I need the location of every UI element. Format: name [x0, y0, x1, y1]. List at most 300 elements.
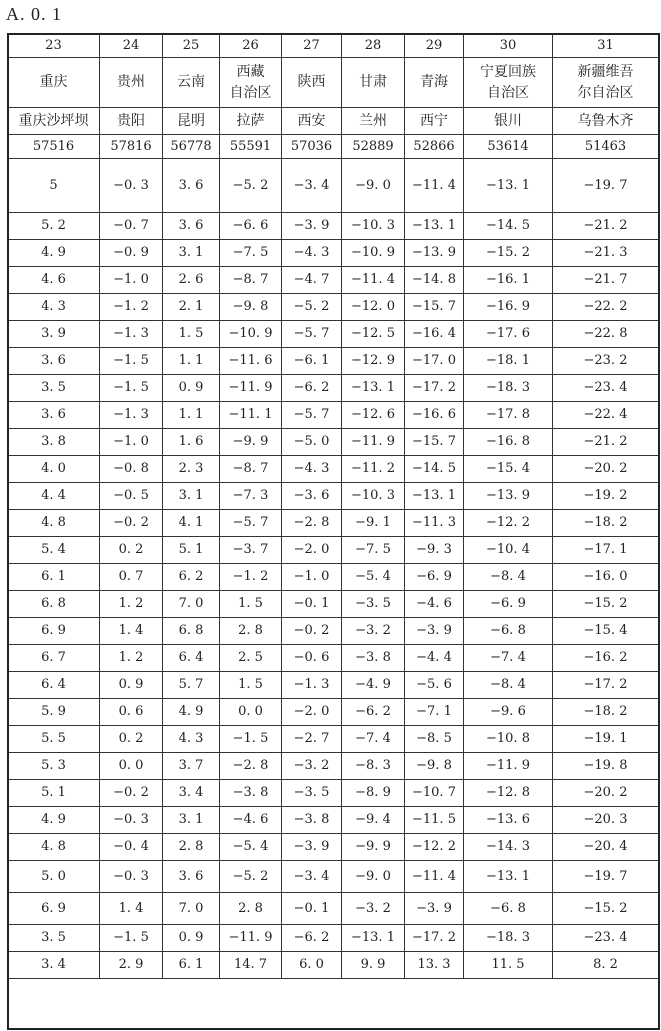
city-row: [8, 108, 659, 135]
value-cell: 4. 1: [163, 510, 220, 537]
value-cell: −23. 4: [553, 375, 659, 402]
value-cell: −13. 1: [405, 213, 464, 240]
value-cell: 1. 5: [163, 321, 220, 348]
value-cell: 5: [8, 159, 100, 213]
table-row: [8, 267, 659, 294]
value-cell: −9. 9: [220, 429, 282, 456]
value-cell: 6. 4: [8, 672, 100, 699]
value-cell: 6. 2: [163, 564, 220, 591]
value-cell: 4. 9: [163, 699, 220, 726]
value-cell: −11. 4: [405, 159, 464, 213]
value-cell: −16. 0: [553, 564, 659, 591]
value-cell: −5. 4: [342, 564, 405, 591]
value-cell: 4. 9: [8, 240, 100, 267]
value-cell: 0. 9: [163, 375, 220, 402]
province-cell: 青海: [405, 58, 464, 108]
value-cell: −8. 4: [464, 672, 553, 699]
value-cell: −1. 0: [100, 429, 163, 456]
value-cell: −10. 7: [405, 780, 464, 807]
value-cell: 13. 3: [405, 952, 464, 979]
value-cell: 7. 0: [163, 591, 220, 618]
table-row: [8, 537, 659, 564]
value-cell: −11. 4: [342, 267, 405, 294]
value-cell: −11. 3: [405, 510, 464, 537]
value-cell: −5. 2: [282, 294, 342, 321]
value-cell: −18. 2: [553, 699, 659, 726]
value-cell: −11. 1: [220, 402, 282, 429]
value-cell: 5. 3: [8, 753, 100, 780]
value-cell: 8. 2: [553, 952, 659, 979]
value-cell: −4. 6: [405, 591, 464, 618]
value-cell: −2. 0: [282, 699, 342, 726]
value-cell: −13. 9: [464, 483, 553, 510]
value-cell: −4. 4: [405, 645, 464, 672]
value-cell: −12. 5: [342, 321, 405, 348]
value-cell: −10. 9: [342, 240, 405, 267]
value-cell: −3. 9: [282, 213, 342, 240]
value-cell: −4. 3: [282, 240, 342, 267]
value-cell: −1. 0: [282, 564, 342, 591]
table-row: [8, 240, 659, 267]
value-cell: −19. 7: [553, 159, 659, 213]
value-cell: −3. 5: [282, 780, 342, 807]
value-cell: −17. 1: [553, 537, 659, 564]
value-cell: 3. 5: [8, 925, 100, 952]
value-cell: 3. 6: [163, 861, 220, 893]
value-cell: −21. 7: [553, 267, 659, 294]
value-cell: −11. 9: [220, 925, 282, 952]
value-cell: −21. 3: [553, 240, 659, 267]
province-cell: 新疆维吾 尔自治区: [553, 58, 659, 108]
value-cell: 3. 6: [8, 348, 100, 375]
value-cell: −10. 4: [464, 537, 553, 564]
value-cell: 6. 1: [163, 952, 220, 979]
value-cell: 0. 9: [163, 925, 220, 952]
table-row: [8, 699, 659, 726]
value-cell: −8. 9: [342, 780, 405, 807]
value-cell: 5. 9: [8, 699, 100, 726]
value-cell: −6. 9: [405, 564, 464, 591]
value-cell: −3. 8: [220, 780, 282, 807]
value-cell: −23. 4: [553, 925, 659, 952]
value-cell: −3. 9: [405, 618, 464, 645]
table-row: [8, 591, 659, 618]
city-cell: 重庆沙坪坝: [8, 108, 100, 135]
value-cell: −6. 1: [282, 348, 342, 375]
station-number-cell: 28: [342, 34, 405, 58]
value-cell: −13. 9: [405, 240, 464, 267]
station-id-cell: 56778: [163, 135, 220, 159]
value-cell: −3. 7: [220, 537, 282, 564]
city-cell: 拉萨: [220, 108, 282, 135]
value-cell: 1. 2: [100, 591, 163, 618]
value-cell: 6. 8: [163, 618, 220, 645]
value-cell: 4. 3: [163, 726, 220, 753]
value-cell: −14. 5: [405, 456, 464, 483]
value-cell: −6. 2: [282, 925, 342, 952]
value-cell: −21. 2: [553, 429, 659, 456]
value-cell: −9. 3: [405, 537, 464, 564]
value-cell: −0. 2: [100, 510, 163, 537]
province-row: [8, 58, 659, 108]
value-cell: −5. 6: [405, 672, 464, 699]
value-cell: 3. 4: [163, 780, 220, 807]
value-cell: −5. 4: [220, 834, 282, 861]
value-cell: −6. 8: [464, 618, 553, 645]
value-cell: −0. 4: [100, 834, 163, 861]
station-id-cell: 57516: [8, 135, 100, 159]
station-number-cell: 24: [100, 34, 163, 58]
value-cell: 0. 0: [220, 699, 282, 726]
value-cell: −12. 9: [342, 348, 405, 375]
station-number-cell: 23: [8, 34, 100, 58]
value-cell: −4. 6: [220, 807, 282, 834]
value-cell: 3. 1: [163, 483, 220, 510]
table-row: [8, 456, 659, 483]
value-cell: −7. 5: [342, 537, 405, 564]
province-cell: 甘肃: [342, 58, 405, 108]
table-row: [8, 834, 659, 861]
province-cell: 宁夏回族 自治区: [464, 58, 553, 108]
value-cell: −1. 0: [100, 267, 163, 294]
value-cell: −18. 3: [464, 375, 553, 402]
value-cell: −2. 0: [282, 537, 342, 564]
value-cell: 6. 4: [163, 645, 220, 672]
value-cell: −5. 0: [282, 429, 342, 456]
value-cell: −3. 8: [282, 807, 342, 834]
value-cell: −20. 3: [553, 807, 659, 834]
value-cell: −17. 0: [405, 348, 464, 375]
value-cell: −11. 9: [342, 429, 405, 456]
station-number-row: [8, 34, 659, 58]
value-cell: −12. 8: [464, 780, 553, 807]
value-cell: 4. 6: [8, 267, 100, 294]
table-row: [8, 753, 659, 780]
value-cell: −0. 8: [100, 456, 163, 483]
value-cell: −3. 2: [282, 753, 342, 780]
value-cell: 4. 8: [8, 510, 100, 537]
value-cell: −19. 2: [553, 483, 659, 510]
value-cell: 1. 5: [220, 591, 282, 618]
value-cell: −5. 7: [282, 321, 342, 348]
table-row: [8, 645, 659, 672]
province-cell: 云南: [163, 58, 220, 108]
station-id-cell: 51463: [553, 135, 659, 159]
value-cell: −9. 6: [464, 699, 553, 726]
value-cell: 5. 5: [8, 726, 100, 753]
station-id-cell: 53614: [464, 135, 553, 159]
value-cell: 3. 9: [8, 321, 100, 348]
value-cell: −10. 3: [342, 213, 405, 240]
value-cell: 4. 8: [8, 834, 100, 861]
value-cell: 5. 4: [8, 537, 100, 564]
value-cell: −0. 9: [100, 240, 163, 267]
station-id-row: [8, 135, 659, 159]
value-cell: −1. 5: [100, 375, 163, 402]
value-cell: −15. 7: [405, 294, 464, 321]
value-cell: −9. 4: [342, 807, 405, 834]
value-cell: −0. 7: [100, 213, 163, 240]
value-cell: 6. 1: [8, 564, 100, 591]
value-cell: 2. 1: [163, 294, 220, 321]
value-cell: 6. 9: [8, 893, 100, 925]
value-cell: −8. 7: [220, 267, 282, 294]
value-cell: −11. 2: [342, 456, 405, 483]
city-cell: 西宁: [405, 108, 464, 135]
value-cell: 9. 9: [342, 952, 405, 979]
value-cell: 3. 7: [163, 753, 220, 780]
value-cell: −16. 6: [405, 402, 464, 429]
value-cell: −13. 1: [464, 861, 553, 893]
value-cell: 5. 0: [8, 861, 100, 893]
value-cell: −9. 0: [342, 159, 405, 213]
value-cell: −13. 1: [464, 159, 553, 213]
value-cell: −6. 8: [464, 893, 553, 925]
value-cell: −8. 5: [405, 726, 464, 753]
station-number-cell: 29: [405, 34, 464, 58]
value-cell: −20. 2: [553, 780, 659, 807]
value-cell: 6. 8: [8, 591, 100, 618]
value-cell: −13. 6: [464, 807, 553, 834]
province-cell: 重庆: [8, 58, 100, 108]
value-cell: 3. 6: [163, 213, 220, 240]
table-row: [8, 726, 659, 753]
value-cell: 1. 2: [100, 645, 163, 672]
value-cell: 2. 6: [163, 267, 220, 294]
station-id-cell: 57816: [100, 135, 163, 159]
value-cell: 4. 0: [8, 456, 100, 483]
table-row: [8, 861, 659, 893]
value-cell: −16. 2: [553, 645, 659, 672]
value-cell: 3. 1: [163, 240, 220, 267]
city-cell: 兰州: [342, 108, 405, 135]
value-cell: −3. 9: [405, 893, 464, 925]
value-cell: −6. 6: [220, 213, 282, 240]
value-cell: −7. 1: [405, 699, 464, 726]
value-cell: 1. 1: [163, 402, 220, 429]
value-cell: −12. 6: [342, 402, 405, 429]
value-cell: −1. 3: [100, 321, 163, 348]
value-cell: −12. 0: [342, 294, 405, 321]
value-cell: 1. 1: [163, 348, 220, 375]
value-cell: 5. 1: [8, 780, 100, 807]
value-cell: −20. 2: [553, 456, 659, 483]
value-cell: −22. 8: [553, 321, 659, 348]
value-cell: −9. 8: [220, 294, 282, 321]
value-cell: −14. 8: [405, 267, 464, 294]
value-cell: 3. 8: [8, 429, 100, 456]
table-row: [8, 348, 659, 375]
value-cell: 0. 0: [100, 753, 163, 780]
table-row: [8, 807, 659, 834]
table-row: [8, 375, 659, 402]
value-cell: −1. 2: [220, 564, 282, 591]
station-id-cell: 55591: [220, 135, 282, 159]
value-cell: 1. 6: [163, 429, 220, 456]
value-cell: 1. 5: [220, 672, 282, 699]
province-cell: 陕西: [282, 58, 342, 108]
value-cell: −0. 2: [282, 618, 342, 645]
value-cell: 4. 9: [8, 807, 100, 834]
value-cell: −1. 5: [100, 925, 163, 952]
value-cell: −14. 3: [464, 834, 553, 861]
value-cell: −0. 3: [100, 807, 163, 834]
value-cell: −15. 4: [464, 456, 553, 483]
value-cell: −3. 2: [342, 618, 405, 645]
value-cell: −10. 9: [220, 321, 282, 348]
value-cell: −4. 7: [282, 267, 342, 294]
value-cell: −1. 2: [100, 294, 163, 321]
value-cell: −7. 3: [220, 483, 282, 510]
value-cell: 0. 2: [100, 537, 163, 564]
table-row: [8, 893, 659, 925]
value-cell: 5. 7: [163, 672, 220, 699]
value-cell: −15. 2: [464, 240, 553, 267]
table-row: [8, 925, 659, 952]
station-id-cell: 57036: [282, 135, 342, 159]
value-cell: −3. 2: [342, 893, 405, 925]
value-cell: −3. 6: [282, 483, 342, 510]
value-cell: −8. 4: [464, 564, 553, 591]
value-cell: −13. 1: [405, 483, 464, 510]
value-cell: −6. 2: [282, 375, 342, 402]
value-cell: 2. 5: [220, 645, 282, 672]
value-cell: 6. 9: [8, 618, 100, 645]
value-cell: −5. 7: [220, 510, 282, 537]
value-cell: −7. 4: [464, 645, 553, 672]
value-cell: 2. 3: [163, 456, 220, 483]
value-cell: −10. 8: [464, 726, 553, 753]
value-cell: −8. 7: [220, 456, 282, 483]
value-cell: −7. 4: [342, 726, 405, 753]
value-cell: 0. 2: [100, 726, 163, 753]
city-cell: 昆明: [163, 108, 220, 135]
table-row: [8, 483, 659, 510]
value-cell: −8. 3: [342, 753, 405, 780]
value-cell: −11. 9: [464, 753, 553, 780]
value-cell: 2. 8: [220, 893, 282, 925]
value-cell: −10. 3: [342, 483, 405, 510]
value-cell: −9. 0: [342, 861, 405, 893]
value-cell: 7. 0: [163, 893, 220, 925]
value-cell: −19. 1: [553, 726, 659, 753]
value-cell: 3. 5: [8, 375, 100, 402]
value-cell: −6. 9: [464, 591, 553, 618]
value-cell: −9. 8: [405, 753, 464, 780]
city-cell: 乌鲁木齐: [553, 108, 659, 135]
value-cell: 2. 8: [220, 618, 282, 645]
station-number-cell: 30: [464, 34, 553, 58]
value-cell: −3. 5: [342, 591, 405, 618]
value-cell: 1. 4: [100, 618, 163, 645]
station-id-cell: 52889: [342, 135, 405, 159]
station-number-cell: 31: [553, 34, 659, 58]
value-cell: −11. 6: [220, 348, 282, 375]
value-cell: −16. 9: [464, 294, 553, 321]
value-cell: −0. 6: [282, 645, 342, 672]
value-cell: 6. 7: [8, 645, 100, 672]
station-number-cell: 27: [282, 34, 342, 58]
value-cell: −18. 3: [464, 925, 553, 952]
value-cell: −11. 9: [220, 375, 282, 402]
value-cell: −6. 2: [342, 699, 405, 726]
table-row: [8, 672, 659, 699]
value-cell: −1. 3: [282, 672, 342, 699]
value-cell: −11. 4: [405, 861, 464, 893]
value-cell: −1. 5: [100, 348, 163, 375]
value-cell: −17. 2: [405, 925, 464, 952]
province-cell: 西藏 自治区: [220, 58, 282, 108]
table-row: [8, 159, 659, 213]
value-cell: −21. 2: [553, 213, 659, 240]
value-cell: 6. 0: [282, 952, 342, 979]
table-row: [8, 294, 659, 321]
value-cell: −0. 5: [100, 483, 163, 510]
table-row: [8, 402, 659, 429]
table-row: [8, 618, 659, 645]
city-cell: 银川: [464, 108, 553, 135]
value-cell: 0. 9: [100, 672, 163, 699]
value-cell: 4. 4: [8, 483, 100, 510]
value-cell: −0. 1: [282, 893, 342, 925]
value-cell: −0. 3: [100, 159, 163, 213]
city-cell: 贵阳: [100, 108, 163, 135]
value-cell: −16. 4: [405, 321, 464, 348]
table-row: [8, 780, 659, 807]
value-cell: −2. 8: [220, 753, 282, 780]
value-cell: −16. 1: [464, 267, 553, 294]
value-cell: −19. 7: [553, 861, 659, 893]
value-cell: −20. 4: [553, 834, 659, 861]
value-cell: −15. 4: [553, 618, 659, 645]
value-cell: −18. 2: [553, 510, 659, 537]
value-cell: −13. 1: [342, 375, 405, 402]
value-cell: 3. 4: [8, 952, 100, 979]
value-cell: −7. 5: [220, 240, 282, 267]
value-cell: −22. 4: [553, 402, 659, 429]
value-cell: −14. 5: [464, 213, 553, 240]
value-cell: −15. 2: [553, 591, 659, 618]
value-cell: 5. 2: [8, 213, 100, 240]
value-cell: −0. 2: [100, 780, 163, 807]
value-cell: 4. 3: [8, 294, 100, 321]
value-cell: −18. 1: [464, 348, 553, 375]
station-number-cell: 25: [163, 34, 220, 58]
value-cell: 2. 9: [100, 952, 163, 979]
value-cell: 3. 6: [8, 402, 100, 429]
value-cell: 3. 1: [163, 807, 220, 834]
value-cell: −9. 1: [342, 510, 405, 537]
city-cell: 西安: [282, 108, 342, 135]
table-caption: A. 0. 1: [6, 4, 62, 24]
value-cell: −12. 2: [464, 510, 553, 537]
value-cell: −12. 2: [405, 834, 464, 861]
value-cell: −17. 8: [464, 402, 553, 429]
province-cell: 贵州: [100, 58, 163, 108]
value-cell: −2. 7: [282, 726, 342, 753]
value-cell: −0. 3: [100, 861, 163, 893]
value-cell: −17. 2: [553, 672, 659, 699]
value-cell: −19. 8: [553, 753, 659, 780]
station-id-cell: 52866: [405, 135, 464, 159]
value-cell: −3. 4: [282, 159, 342, 213]
value-cell: 3. 6: [163, 159, 220, 213]
station-number-cell: 26: [220, 34, 282, 58]
table-row: [8, 564, 659, 591]
value-cell: −23. 2: [553, 348, 659, 375]
value-cell: −5. 2: [220, 861, 282, 893]
table-row: [8, 213, 659, 240]
